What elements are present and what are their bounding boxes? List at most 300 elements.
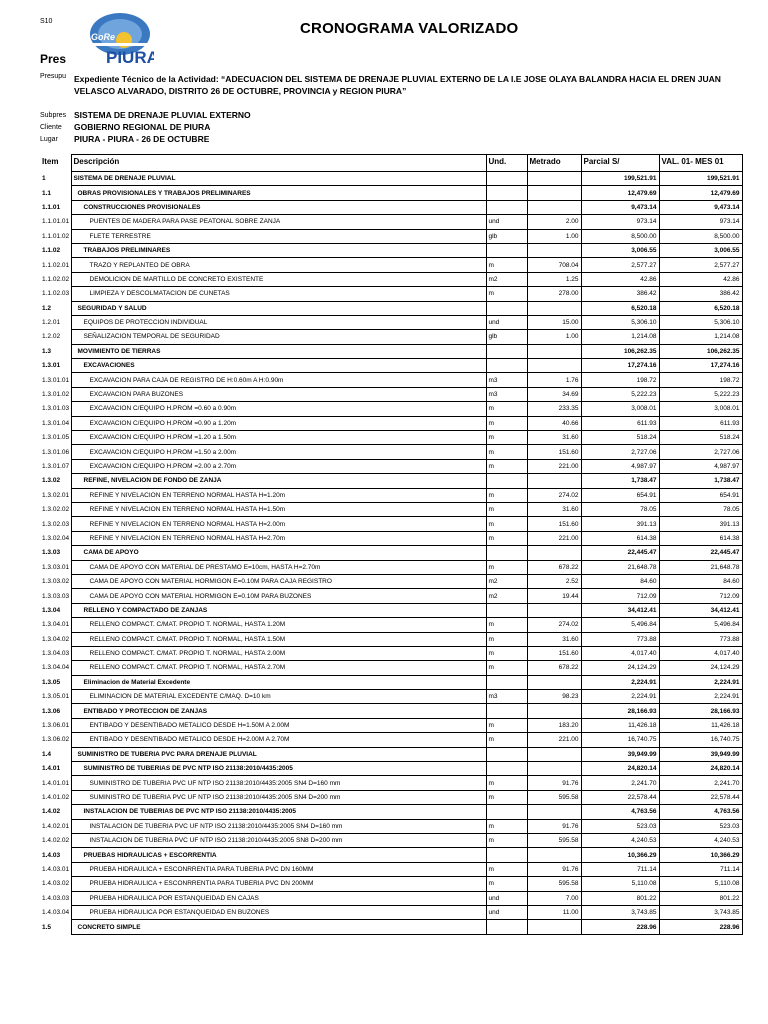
- row-unit: m2: [486, 272, 527, 286]
- row-unit: m2: [486, 589, 527, 603]
- row-parcial: 228.96: [581, 920, 659, 934]
- row-unit: m: [486, 488, 527, 502]
- row-metrado: [527, 474, 581, 488]
- row-item-code: 1.3.06: [42, 707, 61, 715]
- row-description: EXCAVACION C/EQUIPO H.PROM =0.60 a 0.90m: [71, 402, 486, 416]
- row-parcial: 34,412.41: [581, 603, 659, 617]
- row-unit: und: [486, 905, 527, 919]
- col-description-header: Descripción: [71, 155, 486, 172]
- row-unit: m: [486, 862, 527, 876]
- row-parcial: 11,426.18: [581, 718, 659, 732]
- row-metrado: 91.76: [527, 776, 581, 790]
- row-parcial: 2,241.70: [581, 776, 659, 790]
- row-unit: [486, 474, 527, 488]
- row-description: PRUEBAS HIDRAULICAS + ESCORRENTIA: [71, 848, 486, 862]
- row-unit: m: [486, 560, 527, 574]
- row-item-code: 1.4: [42, 750, 52, 758]
- row-parcial: 84.60: [581, 574, 659, 588]
- logo-bottom-text: PIURA: [106, 48, 154, 67]
- row-metrado: 31.60: [527, 431, 581, 445]
- row-description: INSTALACION DE TUBERIA PVC UF NTP ISO 21138:2010/4435:2005 SN4 D=160 mm: [71, 819, 486, 833]
- row-parcial: 22,578.44: [581, 790, 659, 804]
- row-unit: [486, 172, 527, 186]
- row-description: TRABAJOS PRELIMINARES: [71, 243, 486, 257]
- row-metrado: [527, 920, 581, 934]
- row-parcial: 10,366.29: [581, 848, 659, 862]
- row-description: SISTEMA DE DRENAJE PLUVIAL: [71, 172, 486, 186]
- row-metrado: 274.02: [527, 488, 581, 502]
- row-unit: m: [486, 431, 527, 445]
- row-item-code: 1.4.03: [42, 851, 61, 859]
- row-val-mes01: 518.24: [659, 431, 742, 445]
- row-unit: m: [486, 776, 527, 790]
- row-item-code: 1.4.03.04: [42, 909, 70, 917]
- row-item-code: 1.3.01: [42, 362, 61, 370]
- row-description: SEGURIDAD Y SALUD: [71, 301, 486, 315]
- row-item-code: 1.2.02: [42, 333, 61, 341]
- table-row: [40, 502, 742, 516]
- row-val-mes01: 6,520.18: [659, 301, 742, 315]
- row-metrado: 98.23: [527, 690, 581, 704]
- row-unit: m: [486, 502, 527, 516]
- row-val-mes01: 11,426.18: [659, 718, 742, 732]
- row-description: CONSTRUCCIONES PROVISIONALES: [71, 200, 486, 214]
- table-row: [40, 833, 742, 847]
- row-item-code: 1.3.01.06: [42, 448, 70, 456]
- row-unit: [486, 243, 527, 257]
- row-metrado: 221.00: [527, 459, 581, 473]
- row-item-code: 1.3.04.03: [42, 650, 70, 658]
- table-row: [40, 258, 742, 272]
- row-unit: [486, 805, 527, 819]
- row-description: PRUEBA HIDRAULICA POR ESTANQUEIDAD EN CAJAS: [71, 891, 486, 905]
- row-metrado: 1.25: [527, 272, 581, 286]
- table-row: [40, 488, 742, 502]
- row-val-mes01: 2,224.91: [659, 690, 742, 704]
- row-val-mes01: 17,274.16: [659, 359, 742, 373]
- row-item-code: 1.3.05: [42, 678, 61, 686]
- row-val-mes01: 5,222.23: [659, 387, 742, 401]
- row-val-mes01: 16,740.75: [659, 733, 742, 747]
- row-unit: m: [486, 459, 527, 473]
- row-parcial: 198.72: [581, 373, 659, 387]
- row-description: EXCAVACION C/EQUIPO H.PROM =1.50 a 2.00m: [71, 445, 486, 459]
- row-unit: m: [486, 402, 527, 416]
- table-row: [40, 229, 742, 243]
- row-description: EXCAVACION C/EQUIPO H.PROM =0.90 a 1.20m: [71, 416, 486, 430]
- subpresupuesto-label: Subpres: [40, 112, 67, 119]
- row-item-code: 1.3.06.02: [42, 736, 70, 744]
- row-unit: m: [486, 833, 527, 847]
- table-row: [40, 186, 742, 200]
- row-val-mes01: 21,648.78: [659, 560, 742, 574]
- row-parcial: 24,124.29: [581, 661, 659, 675]
- col-parcial-header: Parcial S/: [581, 155, 659, 172]
- row-description: EXCAVACIONES: [71, 359, 486, 373]
- row-item-code: 1.4.02: [42, 808, 61, 816]
- row-val-mes01: 5,306.10: [659, 315, 742, 329]
- table-row: [40, 387, 742, 401]
- row-unit: [486, 603, 527, 617]
- row-unit: m: [486, 877, 527, 891]
- row-metrado: 7.00: [527, 891, 581, 905]
- row-metrado: 34.69: [527, 387, 581, 401]
- row-parcial: 973.14: [581, 215, 659, 229]
- row-item-code: 1.3.01.04: [42, 419, 70, 427]
- row-parcial: 3,743.85: [581, 905, 659, 919]
- row-parcial: 391.13: [581, 517, 659, 531]
- row-val-mes01: 973.14: [659, 215, 742, 229]
- table-row: [40, 646, 742, 660]
- row-unit: m: [486, 416, 527, 430]
- table-header-row: [40, 155, 742, 172]
- row-parcial: 9,473.14: [581, 200, 659, 214]
- row-val-mes01: 4,763.56: [659, 805, 742, 819]
- row-parcial: 1,214.08: [581, 330, 659, 344]
- row-item-code: 1.1: [42, 189, 52, 197]
- row-parcial: 614.38: [581, 531, 659, 545]
- row-description: ELIMINACION DE MATERIAL EXCEDENTE C/MAQ. D=10 km: [71, 690, 486, 704]
- row-description: CAMA DE APOYO: [71, 546, 486, 560]
- row-parcial: 39,949.99: [581, 747, 659, 761]
- row-description: REFINE, NIVELACION DE FONDO DE ZANJA: [71, 474, 486, 488]
- row-metrado: [527, 704, 581, 718]
- row-val-mes01: 22,578.44: [659, 790, 742, 804]
- table-row: [40, 416, 742, 430]
- row-unit: m3: [486, 387, 527, 401]
- row-parcial: 2,577.27: [581, 258, 659, 272]
- row-metrado: 31.60: [527, 502, 581, 516]
- row-item-code: 1.4.01: [42, 765, 61, 773]
- row-item-code: 1.1.01: [42, 203, 61, 211]
- row-item-code: 1.4.01.01: [42, 779, 70, 787]
- row-metrado: 1.00: [527, 229, 581, 243]
- row-parcial: 801.22: [581, 891, 659, 905]
- table-row: [40, 243, 742, 257]
- row-item-code: 1.3.04: [42, 606, 61, 614]
- row-metrado: 274.02: [527, 618, 581, 632]
- row-metrado: [527, 603, 581, 617]
- row-val-mes01: 9,473.14: [659, 200, 742, 214]
- row-parcial: 28,166.93: [581, 704, 659, 718]
- row-metrado: 11.00: [527, 905, 581, 919]
- row-parcial: 5,222.23: [581, 387, 659, 401]
- row-parcial: 2,224.91: [581, 675, 659, 689]
- table-row: [40, 733, 742, 747]
- row-item-code: 1: [42, 175, 46, 183]
- row-val-mes01: 712.09: [659, 589, 742, 603]
- row-metrado: 19.44: [527, 589, 581, 603]
- row-val-mes01: 4,987.97: [659, 459, 742, 473]
- row-val-mes01: 4,017.40: [659, 646, 742, 660]
- table-row: [40, 905, 742, 919]
- row-description: REFINE Y NIVELACION EN TERRENO NORMAL HASTA H=1.20m: [71, 488, 486, 502]
- row-parcial: 5,306.10: [581, 315, 659, 329]
- budget-table: [40, 154, 743, 935]
- row-metrado: 40.66: [527, 416, 581, 430]
- row-metrado: 183.20: [527, 718, 581, 732]
- row-metrado: 91.76: [527, 862, 581, 876]
- row-description: RELLENO COMPACT. C/MAT. PROPIO T. NORMAL, HASTA 1.20M: [71, 618, 486, 632]
- row-parcial: 22,445.47: [581, 546, 659, 560]
- row-item-code: 1.1.02: [42, 247, 61, 255]
- row-item-code: 1.4.03.02: [42, 880, 70, 888]
- row-item-code: 1.3.04.04: [42, 664, 70, 672]
- row-parcial: 2,727.06: [581, 445, 659, 459]
- table-row: [40, 474, 742, 488]
- row-description: REFINE Y NIVELACION EN TERRENO NORMAL HASTA H=1.50m: [71, 502, 486, 516]
- row-metrado: 221.00: [527, 733, 581, 747]
- row-item-code: 1.1.02.03: [42, 290, 70, 298]
- row-description: MOVIMIENTO DE TIERRAS: [71, 344, 486, 358]
- row-unit: m: [486, 718, 527, 732]
- row-description: LIMPIEZA Y DESCOLMATACION DE CUNETAS: [71, 287, 486, 301]
- table-row: [40, 603, 742, 617]
- row-parcial: 4,240.53: [581, 833, 659, 847]
- row-description: REFINE Y NIVELACION EN TERRENO NORMAL HASTA H=2.70m: [71, 531, 486, 545]
- table-row: [40, 618, 742, 632]
- row-description: RELLENO Y COMPACTADO DE ZANJAS: [71, 603, 486, 617]
- table-row: [40, 215, 742, 229]
- presupuesto-label: Presupu: [40, 73, 67, 80]
- row-item-code: 1.2.01: [42, 319, 61, 327]
- row-unit: [486, 359, 527, 373]
- row-unit: [486, 301, 527, 315]
- row-metrado: 1.76: [527, 373, 581, 387]
- table-row: [40, 632, 742, 646]
- row-val-mes01: 2,577.27: [659, 258, 742, 272]
- row-metrado: 2.52: [527, 574, 581, 588]
- row-parcial: 78.05: [581, 502, 659, 516]
- row-val-mes01: 39,949.99: [659, 747, 742, 761]
- row-unit: m: [486, 445, 527, 459]
- row-item-code: 1.1.01.02: [42, 232, 70, 240]
- row-metrado: 151.60: [527, 517, 581, 531]
- row-val-mes01: 801.22: [659, 891, 742, 905]
- row-val-mes01: 2,224.91: [659, 675, 742, 689]
- row-description: ENTIBADO Y PROTECCION DE ZANJAS: [71, 704, 486, 718]
- row-val-mes01: 198.72: [659, 373, 742, 387]
- row-val-mes01: 1,214.08: [659, 330, 742, 344]
- row-parcial: 4,987.97: [581, 459, 659, 473]
- row-val-mes01: 24,820.14: [659, 762, 742, 776]
- row-item-code: 1.3.04.02: [42, 635, 70, 643]
- row-description: SEÑALIZACION TEMPORAL DE SEGURIDAD: [71, 330, 486, 344]
- row-val-mes01: 3,743.85: [659, 905, 742, 919]
- row-parcial: 773.88: [581, 632, 659, 646]
- row-unit: m3: [486, 690, 527, 704]
- row-parcial: 8,500.00: [581, 229, 659, 243]
- row-description: REFINE Y NIVELACION EN TERRENO NORMAL HASTA H=2.00m: [71, 517, 486, 531]
- row-item-code: 1.3.02: [42, 477, 61, 485]
- row-parcial: 3,008.01: [581, 402, 659, 416]
- row-metrado: 151.60: [527, 445, 581, 459]
- table-row: [40, 402, 742, 416]
- row-parcial: 518.24: [581, 431, 659, 445]
- row-item-code: 1.4.01.02: [42, 793, 70, 801]
- row-unit: [486, 762, 527, 776]
- table-row: [40, 589, 742, 603]
- table-row: [40, 877, 742, 891]
- row-description: RELLENO COMPACT. C/MAT. PROPIO T. NORMAL, HASTA 2.00M: [71, 646, 486, 660]
- row-val-mes01: 386.42: [659, 287, 742, 301]
- table-row: [40, 546, 742, 560]
- lugar-value: PIURA - PIURA - 26 DE OCTUBRE: [74, 134, 210, 144]
- row-metrado: [527, 762, 581, 776]
- table-row: [40, 920, 742, 934]
- row-item-code: 1.4.02.01: [42, 822, 70, 830]
- row-parcial: 1,738.47: [581, 474, 659, 488]
- row-val-mes01: 28,166.93: [659, 704, 742, 718]
- row-unit: glb: [486, 229, 527, 243]
- row-metrado: [527, 805, 581, 819]
- row-description: PRUEBA HIDRAULICA + ESCONRRENTIA PARA TUBERIA PVC DN 200MM: [71, 877, 486, 891]
- row-unit: m: [486, 733, 527, 747]
- row-item-code: 1.3.04.01: [42, 621, 70, 629]
- row-metrado: 595.58: [527, 833, 581, 847]
- row-item-code: 1.3.03.02: [42, 578, 70, 586]
- row-description: SUMINISTRO DE TUBERIAS DE PVC NTP ISO 21138:2010/4435:2005: [71, 762, 486, 776]
- row-item-code: 1.1.02.01: [42, 261, 70, 269]
- row-description: DEMOLICION DE MARTILLO DE CONCRETO EXISTENTE: [71, 272, 486, 286]
- row-item-code: 1.3.03.03: [42, 592, 70, 600]
- row-unit: m: [486, 790, 527, 804]
- table-row: [40, 891, 742, 905]
- row-val-mes01: 5,110.08: [659, 877, 742, 891]
- row-unit: und: [486, 215, 527, 229]
- table-row: [40, 517, 742, 531]
- row-description: PUENTES DE MADERA PARA PASE PEATONAL SOBRE ZANJA: [71, 215, 486, 229]
- row-parcial: 523.03: [581, 819, 659, 833]
- table-row: [40, 531, 742, 545]
- row-val-mes01: 2,727.06: [659, 445, 742, 459]
- row-parcial: 3,006.55: [581, 243, 659, 257]
- row-description: CAMA DE APOYO CON MATERIAL HORMIGON E=0.10M PARA BUZONES: [71, 589, 486, 603]
- table-row: [40, 574, 742, 588]
- row-item-code: 1.3.01.03: [42, 405, 70, 413]
- row-parcial: 17,274.16: [581, 359, 659, 373]
- presupuesto-text: Expediente Técnico de la Actividad: “ADECUACION DEL SISTEMA DE DRENAJE PLUVIAL EXTERNO DE LA I.E JOSE OLAYA BALANDRA HACIA EL DREN JUAN VELASCO ALVARADO, DISTRITO 26 DE OCTUBRE, PROVINCIA y REGION PIURA”: [74, 74, 721, 96]
- row-item-code: 1.3.02.01: [42, 491, 70, 499]
- row-parcial: 711.14: [581, 862, 659, 876]
- row-metrado: 678.22: [527, 661, 581, 675]
- row-unit: [486, 344, 527, 358]
- row-unit: m: [486, 646, 527, 660]
- row-val-mes01: 711.14: [659, 862, 742, 876]
- row-unit: m: [486, 287, 527, 301]
- row-val-mes01: 34,412.41: [659, 603, 742, 617]
- row-metrado: [527, 243, 581, 257]
- row-description: PRUEBA HIDRAULICA + ESCONRRENTIA PARA TUBERIA PVC DN 160MM: [71, 862, 486, 876]
- row-description: CAMA DE APOYO CON MATERIAL DE PRESTAMO E=10cm, HASTA H=2.70m: [71, 560, 486, 574]
- row-parcial: 42.86: [581, 272, 659, 286]
- row-val-mes01: 24,124.29: [659, 661, 742, 675]
- table-row: [40, 862, 742, 876]
- row-unit: [486, 186, 527, 200]
- row-unit: glb: [486, 330, 527, 344]
- row-parcial: 712.09: [581, 589, 659, 603]
- row-metrado: [527, 848, 581, 862]
- row-item-code: 1.5: [42, 923, 52, 931]
- row-description: OBRAS PROVISIONALES Y TRABAJOS PRELIMINARES: [71, 186, 486, 200]
- table-row: [40, 287, 742, 301]
- table-row: [40, 272, 742, 286]
- table-row: [40, 373, 742, 387]
- row-unit: und: [486, 315, 527, 329]
- row-metrado: [527, 200, 581, 214]
- row-parcial: 5,496.84: [581, 618, 659, 632]
- row-metrado: [527, 675, 581, 689]
- row-parcial: 654.91: [581, 488, 659, 502]
- row-metrado: [527, 301, 581, 315]
- row-val-mes01: 611.93: [659, 416, 742, 430]
- row-metrado: [527, 359, 581, 373]
- table-row: [40, 172, 742, 186]
- table-row: [40, 747, 742, 761]
- row-metrado: 595.58: [527, 790, 581, 804]
- row-metrado: [527, 186, 581, 200]
- row-parcial: 4,763.56: [581, 805, 659, 819]
- row-val-mes01: 199,521.91: [659, 172, 742, 186]
- table-row: [40, 718, 742, 732]
- row-item-code: 1.3.03: [42, 549, 61, 557]
- row-item-code: 1.4.03.03: [42, 894, 70, 902]
- lugar-label: Lugar: [40, 136, 58, 143]
- table-row: [40, 675, 742, 689]
- row-description: TRAZO Y REPLANTEO DE OBRA: [71, 258, 486, 272]
- table-row: [40, 344, 742, 358]
- row-val-mes01: 773.88: [659, 632, 742, 646]
- row-unit: m3: [486, 373, 527, 387]
- table-row: [40, 690, 742, 704]
- row-val-mes01: 106,262.35: [659, 344, 742, 358]
- row-item-code: 1.3.02.02: [42, 506, 70, 514]
- row-val-mes01: 10,366.29: [659, 848, 742, 862]
- row-description: FLETE TERRESTRE: [71, 229, 486, 243]
- row-parcial: 2,224.91: [581, 690, 659, 704]
- row-unit: [486, 675, 527, 689]
- row-metrado: 233.35: [527, 402, 581, 416]
- table-row: [40, 661, 742, 675]
- row-val-mes01: 12,479.69: [659, 186, 742, 200]
- row-description: RELLENO COMPACT. C/MAT. PROPIO T. NORMAL, HASTA 1.50M: [71, 632, 486, 646]
- row-description: Eliminacion de Material Excedente: [71, 675, 486, 689]
- row-item-code: 1.3.01.07: [42, 463, 70, 470]
- row-unit: und: [486, 891, 527, 905]
- row-item-code: 1.3.05.01: [42, 693, 70, 701]
- row-parcial: 12,479.69: [581, 186, 659, 200]
- row-description: EXCAVACION C/EQUIPO H.PROM =1.20 a 1.50m: [71, 431, 486, 445]
- col-item-header: Item: [42, 156, 59, 166]
- row-unit: m: [486, 632, 527, 646]
- row-metrado: 708.04: [527, 258, 581, 272]
- row-item-code: 1.4.02.02: [42, 837, 70, 845]
- row-description: SUMINISTRO DE TUBERIA PVC UF NTP ISO 21138:2010/4435:2005 SN4 D=200 mm: [71, 790, 486, 804]
- row-val-mes01: 5,496.84: [659, 618, 742, 632]
- row-metrado: 15.00: [527, 315, 581, 329]
- cliente-value: GOBIERNO REGIONAL DE PIURA: [74, 122, 211, 132]
- row-item-code: 1.3.06.01: [42, 722, 70, 730]
- row-val-mes01: 78.05: [659, 502, 742, 516]
- row-metrado: [527, 172, 581, 186]
- row-description: EXCAVACION PARA CAJA DE REGISTRO DE H:0.60m A H:0.90m: [71, 373, 486, 387]
- row-val-mes01: 1,738.47: [659, 474, 742, 488]
- row-val-mes01: 42.86: [659, 272, 742, 286]
- gore-piura-logo: [84, 10, 154, 68]
- row-parcial: 4,017.40: [581, 646, 659, 660]
- row-description: EXCAVACION C/EQUIPO H.PROM =2.00 a 2.70m: [71, 459, 486, 473]
- row-unit: m: [486, 618, 527, 632]
